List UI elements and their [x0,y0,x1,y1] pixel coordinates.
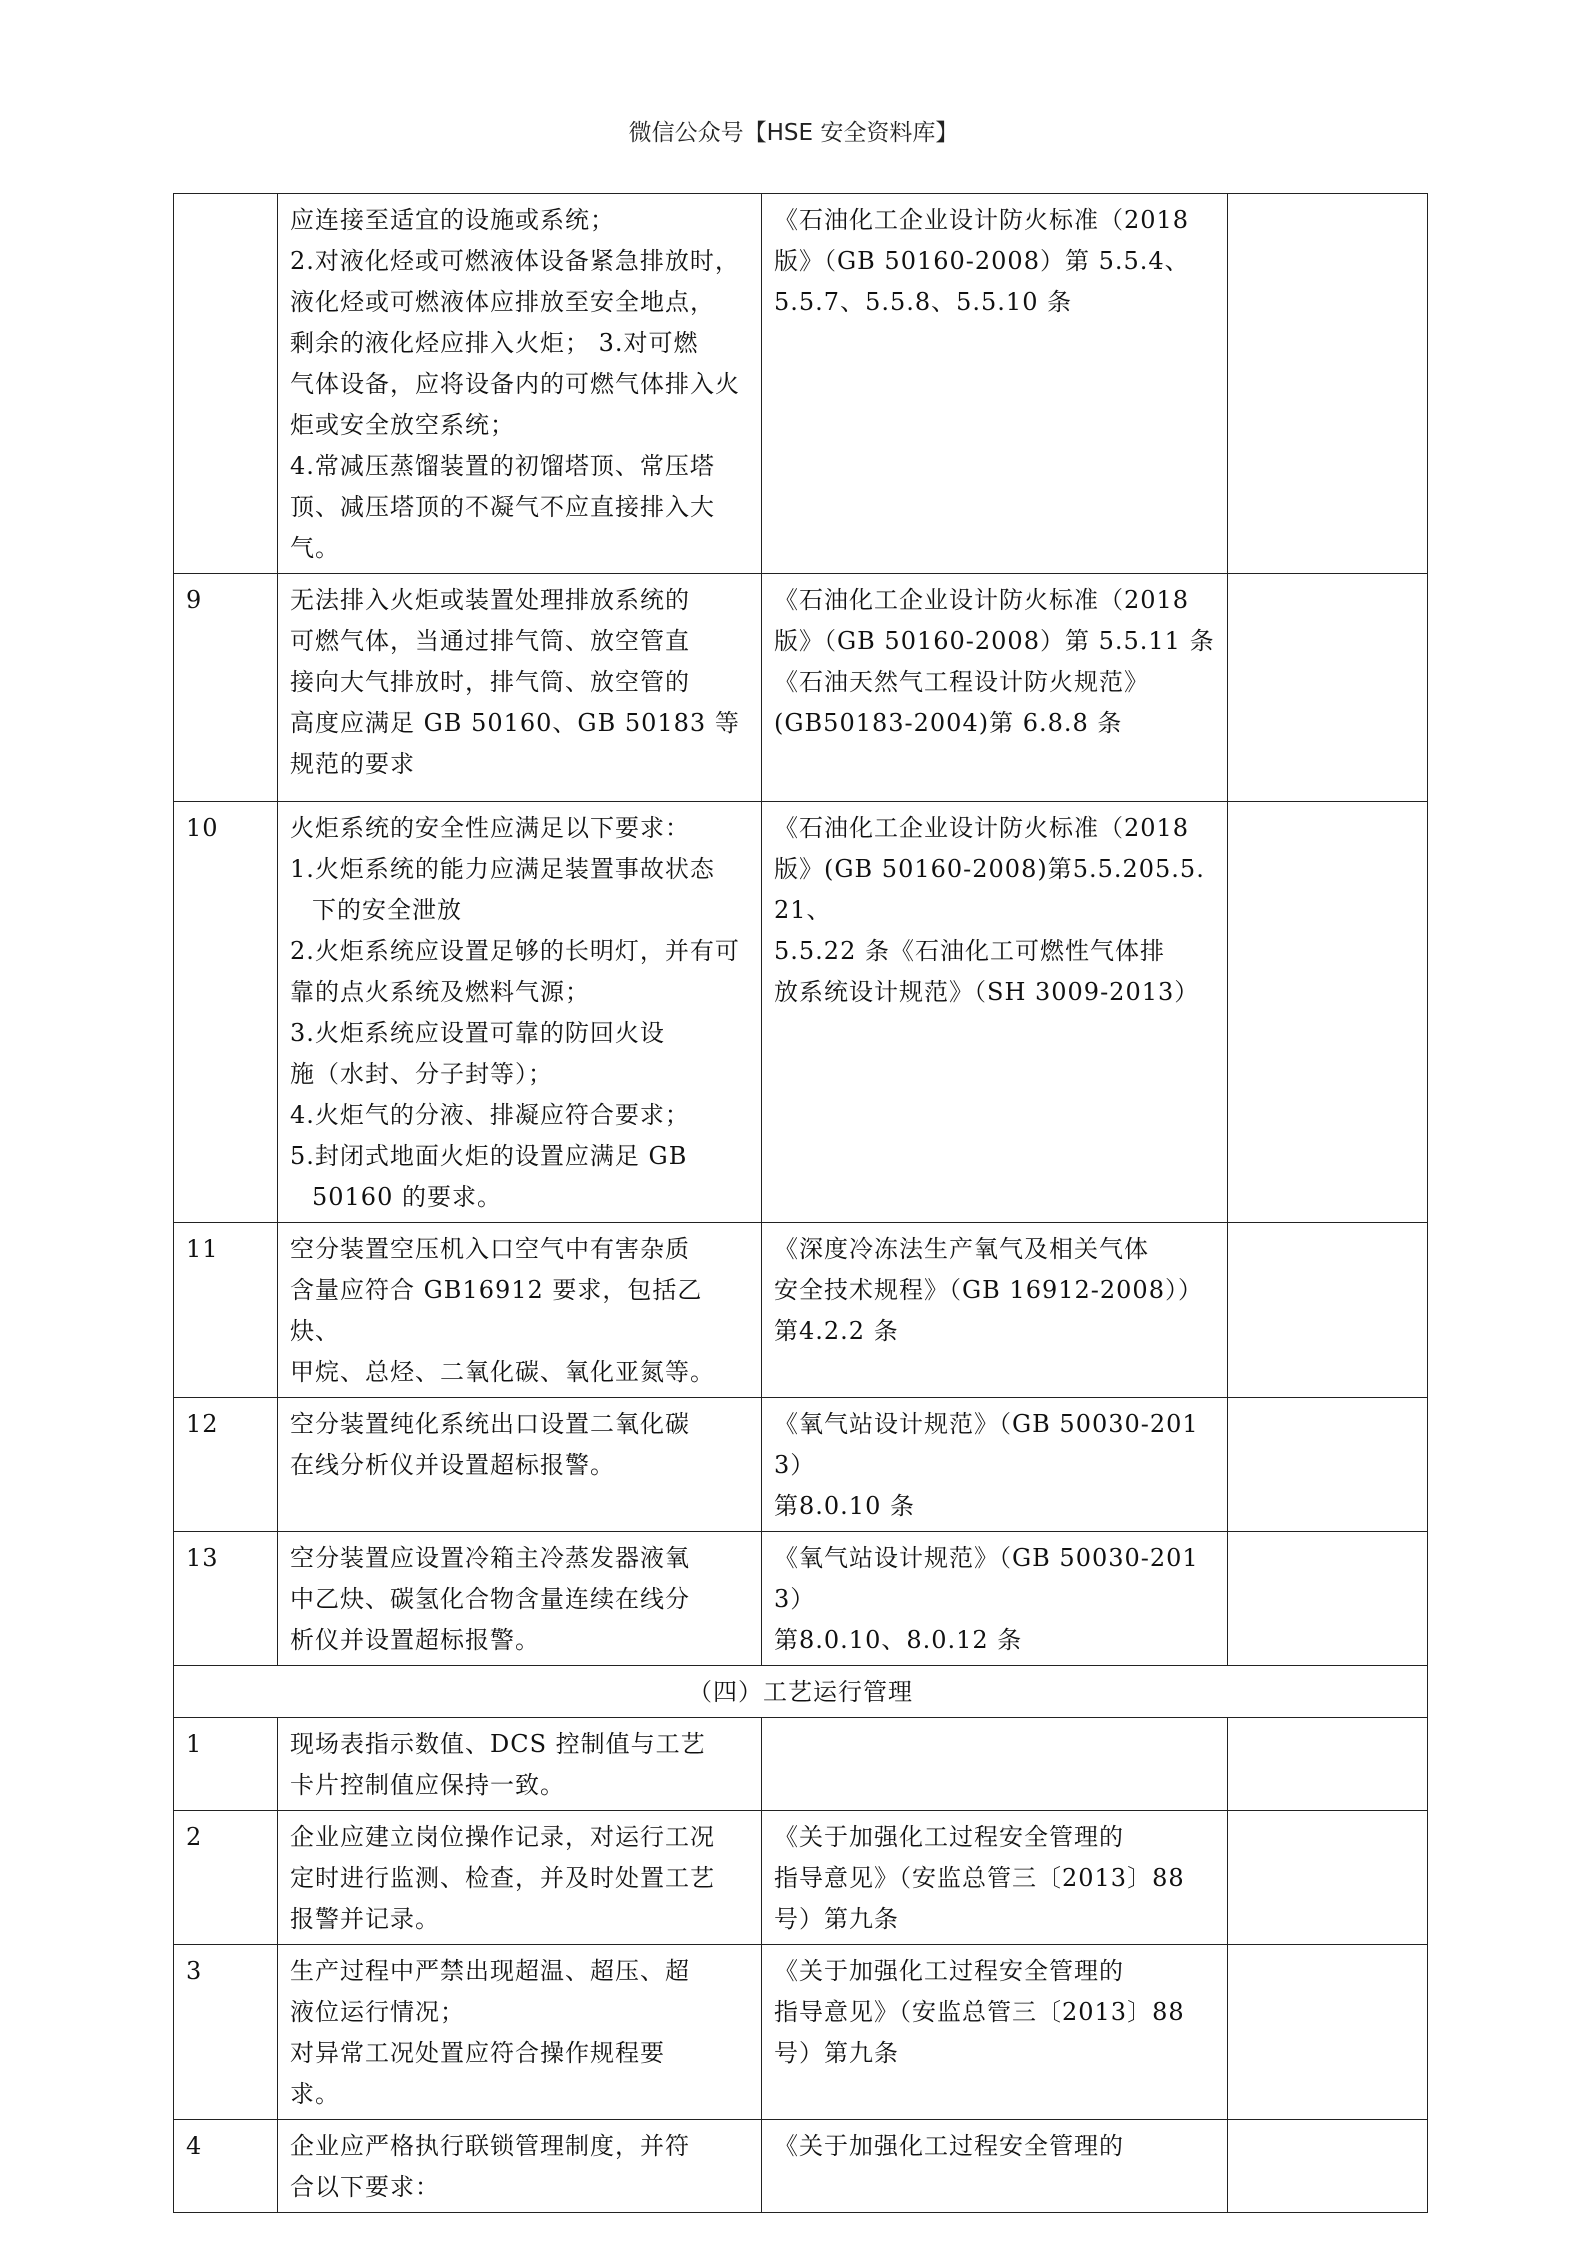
remark-cell [1228,194,1428,574]
requirement-line: 析仪并设置超标报警。 [290,1626,540,1654]
table-row [174,802,1428,1223]
reference-line: 《关于加强化工过程安全管理的 [774,1957,1124,1985]
reference-line: 《氧气站设计规范》（GB 50030-2013） [774,1544,1199,1613]
reference-line: 《关于加强化工过程安全管理的 [774,1823,1124,1851]
reference-line: 版》（GB 50160-2008）第 5.5.4、 [774,247,1190,275]
remark-cell [1228,1223,1428,1398]
reference-line: 安全技术规程》（GB 16912-2008）） [774,1276,1203,1304]
requirement-line: 可燃气体，当通过排气筒、放空管直 [290,627,690,655]
table-row [174,194,1428,574]
remark-cell [1228,802,1428,1223]
reference-cell [762,2120,1228,2213]
reference-cell [762,1945,1228,2120]
requirement-line: 4.常减压蒸馏装置的初馏塔顶、常压塔 [290,452,715,480]
requirement-line: 卡片控制值应保持一致。 [290,1771,565,1799]
requirement-line: 液位运行情况； [290,1998,465,2026]
requirement-line: 气。 [290,534,340,562]
remark-cell [1228,1718,1428,1811]
requirement-line: 在线分析仪并设置超标报警。 [290,1451,615,1479]
reference-cell [762,1718,1228,1811]
reference-line: 号）第九条 [774,2039,899,2067]
requirement-line: 3.火炬系统应设置可靠的防回火设 [290,1019,665,1047]
table-row [174,1532,1428,1666]
reference-cell [762,1811,1228,1945]
requirement-cell [278,2120,762,2213]
requirement-line: 中乙炔、碳氢化合物含量连续在线分 [290,1585,690,1613]
requirement-line: 合以下要求： [290,2173,440,2201]
requirement-line: 2.火炬系统应设置足够的长明灯，并有可 [290,937,740,965]
requirement-cell [278,1945,762,2120]
remark-cell [1228,2120,1428,2213]
requirement-line: 50160 的要求。 [312,1183,502,1211]
item-number: 1 [174,1718,278,1811]
table-row [174,1811,1428,1945]
requirement-line: 液化烃或可燃液体应排放至安全地点， [290,288,715,316]
item-number: 13 [174,1532,278,1666]
requirement-line: 剩余的液化烃应排入火炬； 3.对可燃 [290,329,699,357]
remark-cell [1228,1398,1428,1532]
reference-line: 指导意见》（安监总管三〔2013〕88 [774,1998,1185,2026]
remark-cell [1228,1945,1428,2120]
requirement-cell [278,574,762,802]
requirement-line: 甲烷、总烃、二氧化碳、氧化亚氮等。 [290,1358,715,1386]
requirement-line: 企业应建立岗位操作记录，对运行工况 [290,1823,715,1851]
requirement-line: 2.对液化烃或可燃液体设备紧急排放时， [290,247,740,275]
requirement-line: 接向大气排放时，排气筒、放空管的 [290,668,690,696]
requirement-line: 靠的点火系统及燃料气源； [290,978,590,1006]
item-number: 4 [174,2120,278,2213]
table-row [174,1945,1428,2120]
requirement-line: 空分装置空压机入口空气中有害杂质 [290,1235,690,1263]
reference-line: 放系统设计规范》（SH 3009-2013） [774,978,1200,1006]
reference-line: 《关于加强化工过程安全管理的 [774,2132,1124,2160]
item-number: 2 [174,1811,278,1945]
requirement-cell [278,1718,762,1811]
requirement-cell [278,194,762,574]
reference-line: 第8.0.10、8.0.12 条 [774,1626,1023,1654]
table-row [174,574,1428,802]
table-row [174,2120,1428,2213]
item-number: 3 [174,1945,278,2120]
section-title: （四）工艺运行管理 [174,1666,1428,1718]
reference-line: 第8.0.10 条 [774,1492,915,1520]
requirement-line: 4.火炬气的分液、排凝应符合要求； [290,1101,690,1129]
reference-line: 5.5.7、5.5.8、5.5.10 条 [774,288,1073,316]
reference-cell [762,1532,1228,1666]
table-row [174,1223,1428,1398]
reference-line: (GB50183-2004)第 6.8.8 条 [774,709,1123,737]
reference-cell [762,802,1228,1223]
item-number: 10 [174,802,278,1223]
page-header: 微信公众号【HSE 安全资料库】 [628,120,959,146]
requirement-cell [278,1811,762,1945]
requirement-line: 含量应符合 GB16912 要求，包括乙炔、 [290,1276,703,1345]
requirement-line: 求。 [290,2080,340,2108]
reference-line: 《石油化工企业设计防火标准（2018 [774,206,1190,234]
requirement-line: 应连接至适宜的设施或系统； [290,206,615,234]
reference-line: 《深度冷冻法生产氧气及相关气体 [774,1235,1149,1263]
reference-cell [762,194,1228,574]
reference-line: 《石油化工企业设计防火标准（2018 [774,586,1190,614]
requirement-line: 空分装置应设置冷箱主冷蒸发器液氧 [290,1544,690,1572]
reference-line: 《氧气站设计规范》（GB 50030-2013） [774,1410,1199,1479]
reference-line: 5.5.22 条《石油化工可燃性气体排 [774,937,1165,965]
table-row [174,1398,1428,1532]
reference-line: 版》（GB 50160-2008）第 5.5.11 条 [774,627,1215,655]
requirement-line: 现场表指示数值、DCS 控制值与工艺 [290,1730,706,1758]
remark-cell [1228,574,1428,802]
requirement-cell [278,802,762,1223]
requirement-line: 下的安全泄放 [312,896,462,924]
requirement-line: 火炬系统的安全性应满足以下要求： [290,814,690,842]
reference-line: 第4.2.2 条 [774,1317,899,1345]
reference-line: 版》(GB 50160-2008)第5.5.205.5.21、 [774,855,1205,924]
requirement-cell [278,1398,762,1532]
requirement-line: 顶、减压塔顶的不凝气不应直接排入大 [290,493,715,521]
requirement-line: 施（水封、分子封等）； [290,1060,553,1088]
reference-cell [762,1398,1228,1532]
item-number [174,194,278,574]
requirement-line: 气体设备，应将设备内的可燃气体排入火 [290,370,740,398]
requirement-line: 报警并记录。 [290,1905,440,1933]
checklist-table [173,193,1428,2213]
item-number: 11 [174,1223,278,1398]
reference-cell [762,574,1228,802]
requirement-line: 1.火炬系统的能力应满足装置事故状态 [290,855,715,883]
reference-line: 《石油天然气工程设计防火规范》 [774,668,1149,696]
item-number: 9 [174,574,278,802]
reference-line: 号）第九条 [774,1905,899,1933]
requirement-line: 炬或安全放空系统； [290,411,515,439]
requirement-line: 高度应满足 GB 50160、GB 50183 等 [290,709,740,737]
requirement-line: 5.封闭式地面火炬的设置应满足 GB [290,1142,688,1170]
requirement-line: 定时进行监测、检查，并及时处置工艺 [290,1864,715,1892]
table-row [174,1718,1428,1811]
reference-line: 《石油化工企业设计防火标准（2018 [774,814,1190,842]
item-number: 12 [174,1398,278,1532]
remark-cell [1228,1811,1428,1945]
reference-line: 指导意见》（安监总管三〔2013〕88 [774,1864,1185,1892]
requirement-line: 无法排入火炬或装置处理排放系统的 [290,586,690,614]
reference-cell [762,1223,1228,1398]
section-row [174,1666,1428,1718]
requirement-line: 规范的要求 [290,750,415,778]
remark-cell [1228,1532,1428,1666]
requirement-line: 生产过程中严禁出现超温、超压、超 [290,1957,690,1985]
requirement-line: 企业应严格执行联锁管理制度，并符 [290,2132,690,2160]
requirement-line: 对异常工况处置应符合操作规程要 [290,2039,665,2067]
requirement-cell [278,1532,762,1666]
requirement-line: 空分装置纯化系统出口设置二氧化碳 [290,1410,690,1438]
requirement-cell [278,1223,762,1398]
